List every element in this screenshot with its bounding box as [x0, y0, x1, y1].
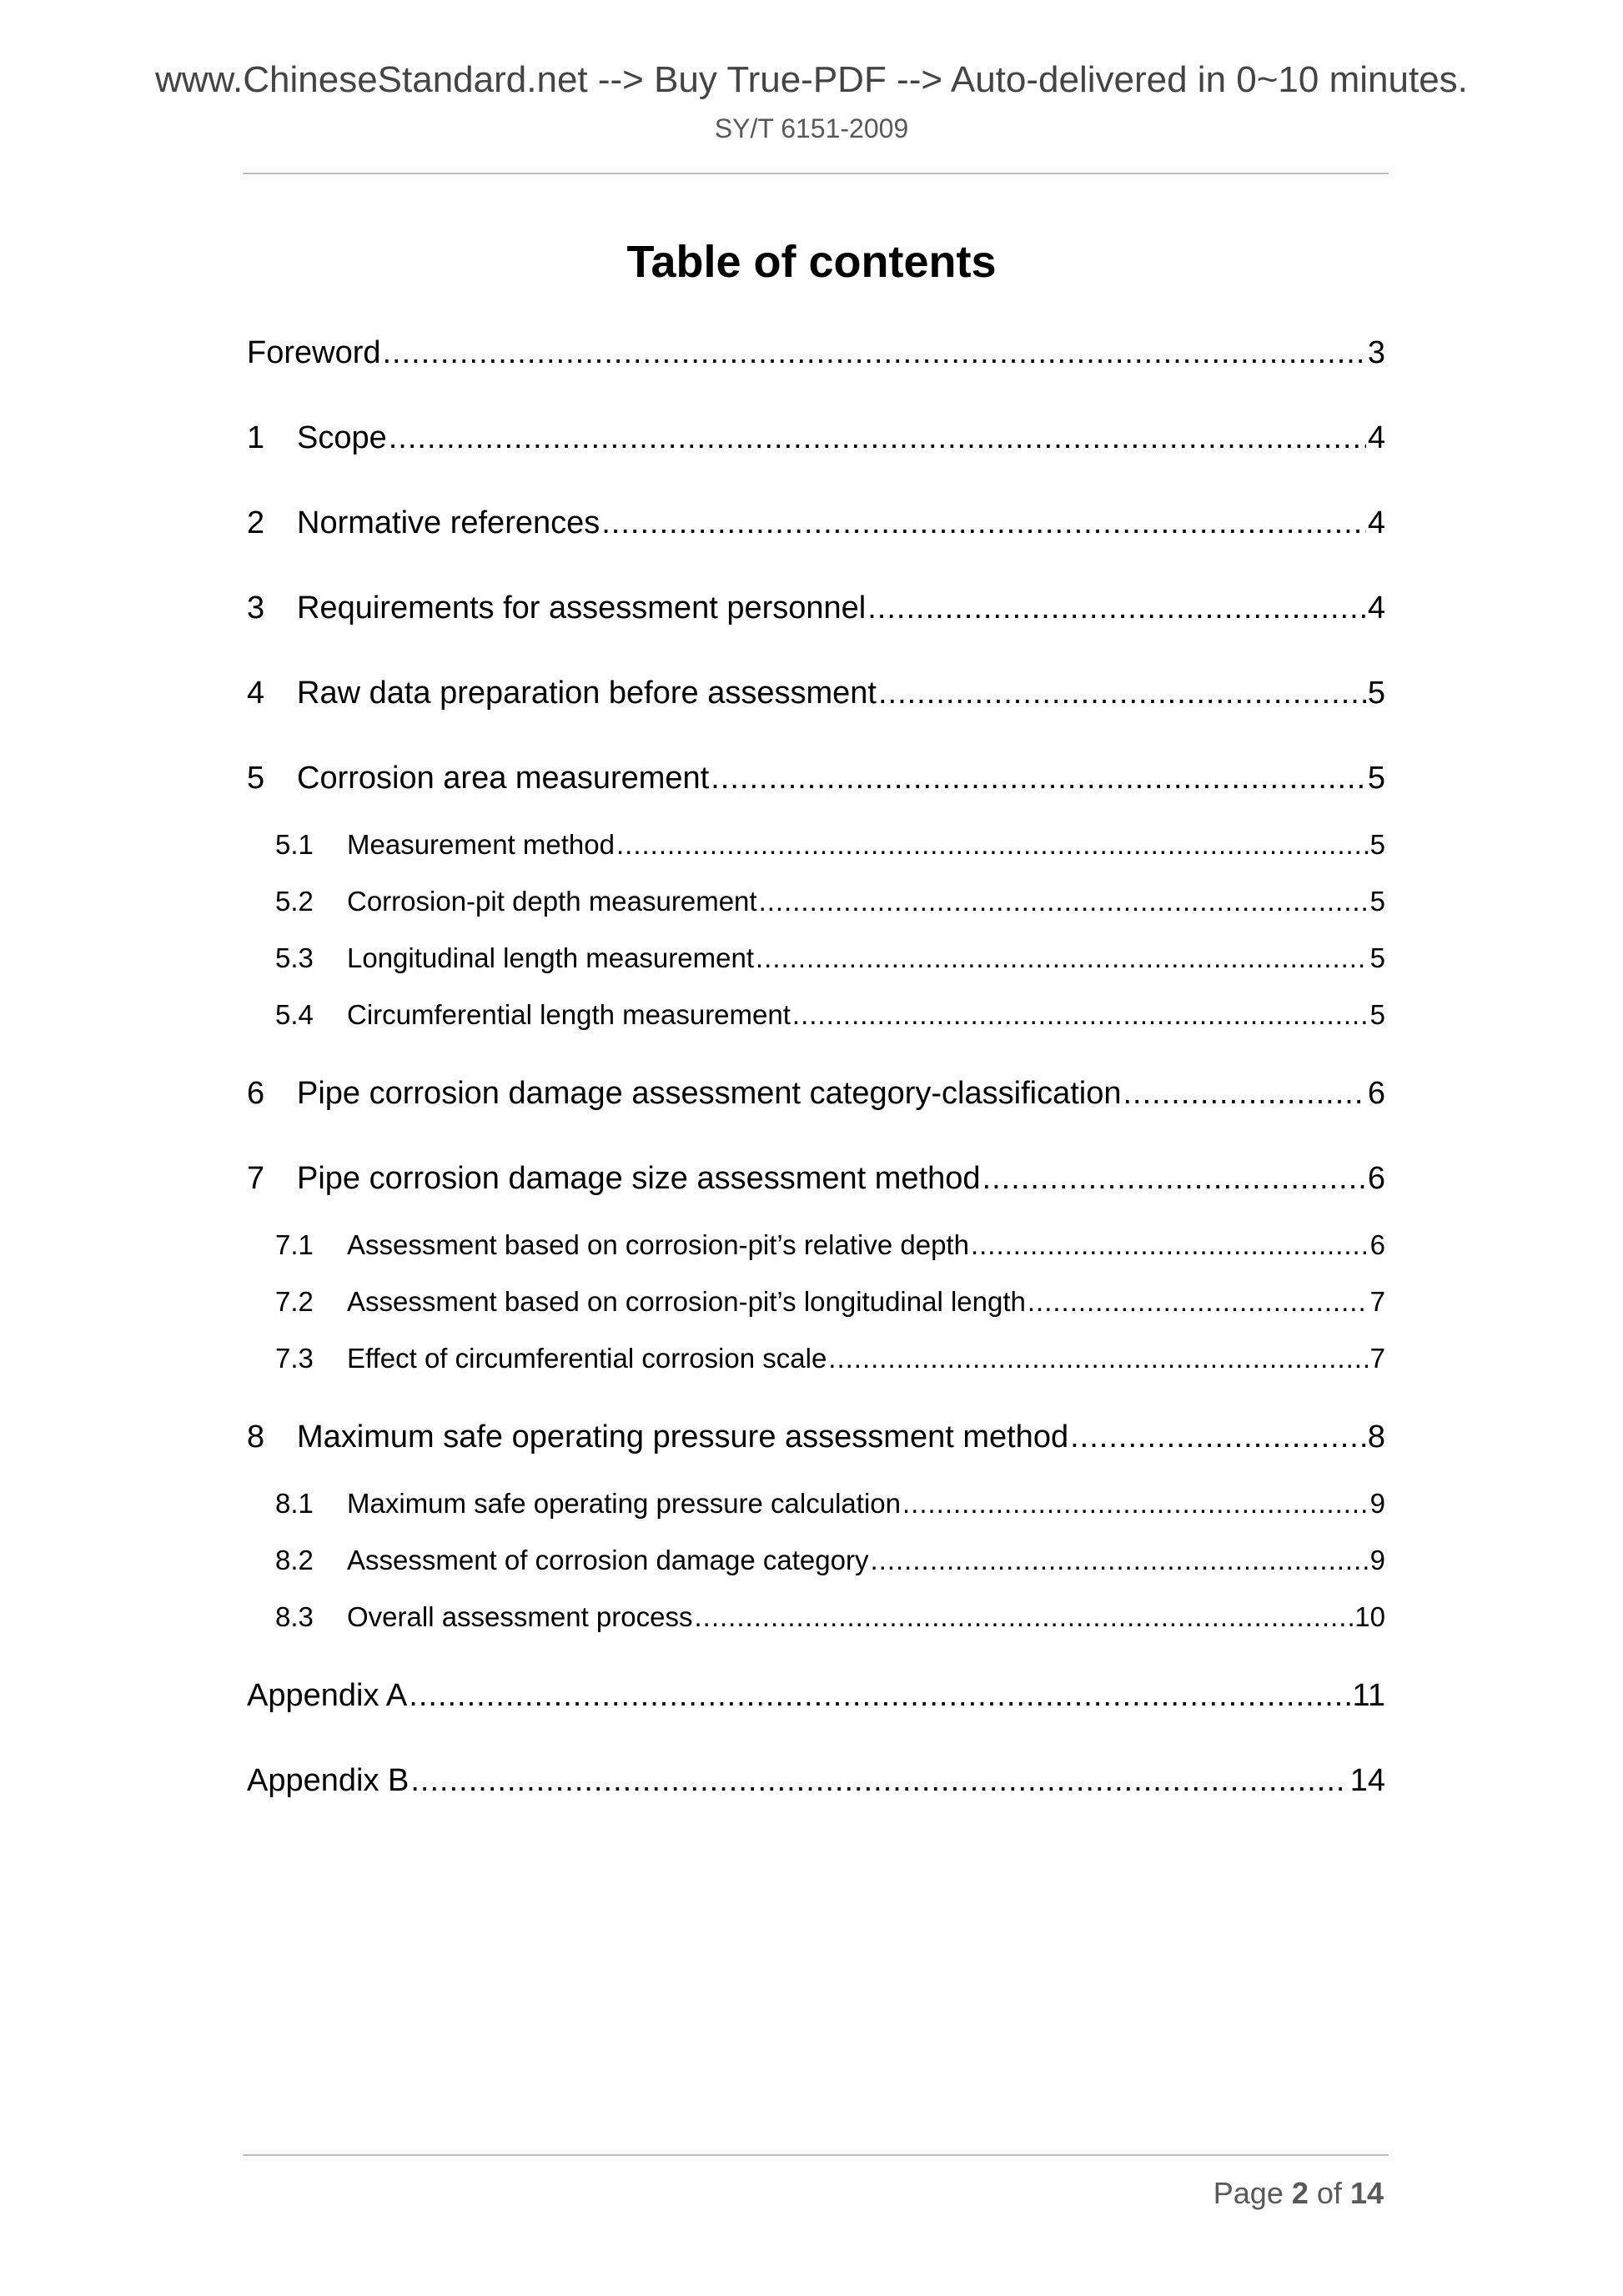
toc-leader — [389, 398, 1366, 478]
toc-entry-appendix-a[interactable] — [247, 1655, 1385, 1741]
toc-leader — [1028, 1274, 1369, 1330]
page-number — [1213, 2175, 1384, 2211]
toc-entry-number: 5 — [247, 761, 265, 796]
toc-entry-7[interactable] — [247, 1138, 1385, 1223]
toc-entry-page: 4 — [1367, 590, 1385, 625]
toc-leader — [982, 1138, 1366, 1218]
toc-entry-text: Circumferential length measurement — [347, 999, 791, 1030]
toc-entry-1[interactable] — [247, 398, 1385, 483]
toc-leader — [792, 987, 1369, 1043]
toc-entry-5-3[interactable] — [247, 930, 1385, 987]
toc-entry-page: 6 — [1367, 1076, 1385, 1111]
toc-entry-number: 7 — [247, 1161, 265, 1196]
header-banner: www.ChineseStandard.net --> Buy True-PDF --> Auto-delivered in 0~10 minutes. — [155, 59, 1468, 100]
toc-entry-text: Foreword — [247, 335, 381, 370]
toc-entry-text: Normative references — [297, 505, 600, 540]
toc-entry-number: 7.3 — [275, 1343, 314, 1374]
toc-entry-number: 6 — [247, 1076, 265, 1111]
toc-entry-number: 3 — [247, 590, 265, 625]
toc-entry-7-1[interactable] — [247, 1217, 1385, 1274]
toc-entry-text: Scope — [297, 420, 387, 455]
toc-leader — [1070, 1397, 1366, 1477]
toc-entry-page: 4 — [1367, 505, 1385, 540]
toc-leader — [1123, 1053, 1365, 1133]
toc-entry-text: Maximum safe operating pressure calculation — [347, 1488, 901, 1519]
toc-entry-page: 10 — [1354, 1601, 1385, 1632]
toc-entry-text: Corrosion-pit depth measurement — [347, 886, 757, 917]
toc-leader — [410, 1741, 1348, 1821]
toc-leader — [971, 1217, 1369, 1274]
toc-entry-number: 5.1 — [275, 829, 314, 860]
toc-entry-5-2[interactable] — [247, 873, 1385, 930]
toc-entry-page: 9 — [1369, 1488, 1385, 1519]
toc-entry-number: 5.2 — [275, 886, 314, 917]
toc-leader — [616, 816, 1369, 873]
toc-entry-text: Assessment based on corrosion-pit’s longitudinal length — [347, 1286, 1026, 1317]
toc-entry-page: 7 — [1369, 1343, 1385, 1374]
toc-entry-page: 5 — [1367, 676, 1385, 711]
toc-entry-8-3[interactable] — [247, 1589, 1385, 1655]
toc-entry-7-3[interactable] — [247, 1330, 1385, 1397]
toc-entry-text: Assessment of corrosion damage category — [347, 1545, 869, 1575]
toc-entry-text: Assessment based on corrosion-pit’s relative depth — [347, 1229, 969, 1260]
toc-leader — [867, 568, 1366, 648]
toc-entry-foreword[interactable] — [247, 313, 1385, 398]
toc-entry-page: 3 — [1367, 335, 1385, 370]
toc-entry-text: Raw data preparation before assessment — [297, 676, 877, 711]
toc-entry-number: 1 — [247, 420, 265, 455]
toc-leader — [828, 1330, 1368, 1387]
toc-entry-page: 11 — [1352, 1678, 1385, 1713]
toc-entry-text: Appendix A — [247, 1678, 408, 1713]
toc-leader — [759, 873, 1369, 930]
page-total: 14 — [1349, 2176, 1384, 2210]
toc-entry-8[interactable] — [247, 1397, 1385, 1482]
toc-entry-page: 5 — [1369, 999, 1385, 1030]
toc-entry-text: Pipe corrosion damage size assessment method — [297, 1161, 981, 1196]
toc-entry-number: 8.3 — [275, 1601, 314, 1632]
toc-leader — [383, 313, 1366, 393]
toc-entry-page: 6 — [1367, 1161, 1385, 1196]
toc-entry-page: 14 — [1349, 1763, 1385, 1798]
toc-entry-page: 5 — [1369, 942, 1385, 973]
toc-entry-page: 9 — [1369, 1545, 1385, 1575]
toc-entry-text: Pipe corrosion damage assessment category-classification — [297, 1076, 1122, 1111]
toc-leader — [870, 1532, 1368, 1589]
toc-entry-text: Corrosion area measurement — [297, 761, 710, 796]
toc-entry-number: 7.2 — [275, 1286, 314, 1317]
toc-entry-number: 8.1 — [275, 1488, 314, 1519]
toc-entry-text: Effect of circumferential corrosion scale — [347, 1343, 827, 1374]
toc-entry-5-4[interactable] — [247, 987, 1385, 1053]
table-of-contents — [247, 313, 1385, 1826]
toc-entry-page: 5 — [1367, 761, 1385, 796]
toc-leader — [878, 653, 1366, 733]
toc-entry-8-2[interactable] — [247, 1532, 1385, 1589]
toc-entry-number: 8 — [247, 1419, 265, 1454]
toc-leader — [902, 1475, 1369, 1532]
toc-entry-number: 4 — [247, 676, 265, 711]
page-prefix: Page — [1213, 2176, 1284, 2210]
header-divider — [243, 173, 1389, 174]
toc-entry-text: Maximum safe operating pressure assessment method — [297, 1419, 1069, 1454]
toc-entry-number: 5.3 — [275, 942, 314, 973]
toc-entry-page: 5 — [1369, 886, 1385, 917]
page-separator: of — [1316, 2176, 1342, 2210]
toc-entry-number: 8.2 — [275, 1545, 314, 1575]
toc-entry-page: 4 — [1367, 420, 1385, 455]
toc-entry-3[interactable] — [247, 568, 1385, 653]
toc-entry-number: 7.1 — [275, 1229, 314, 1260]
toc-leader — [694, 1589, 1353, 1645]
footer-divider — [243, 2154, 1389, 2156]
toc-entry-5-1[interactable] — [247, 816, 1385, 873]
toc-entry-6[interactable] — [247, 1053, 1385, 1138]
page-current: 2 — [1291, 2176, 1309, 2210]
toc-entry-8-1[interactable] — [247, 1475, 1385, 1532]
toc-leader — [601, 483, 1366, 563]
toc-entry-text: Appendix B — [247, 1763, 410, 1798]
toc-entry-4[interactable] — [247, 653, 1385, 738]
toc-leader — [756, 930, 1369, 987]
toc-entry-number: 5.4 — [275, 999, 314, 1030]
toc-entry-number: 2 — [247, 505, 265, 540]
toc-entry-5[interactable] — [247, 738, 1385, 823]
toc-entry-7-2[interactable] — [247, 1274, 1385, 1330]
toc-entry-page: 5 — [1369, 829, 1385, 860]
toc-leader — [409, 1655, 1350, 1736]
toc-entry-text: Measurement method — [347, 829, 615, 860]
toc-entry-text: Longitudinal length measurement — [347, 942, 754, 973]
toc-entry-page: 8 — [1367, 1419, 1385, 1454]
toc-entry-page: 6 — [1369, 1229, 1385, 1260]
toc-entry-page: 7 — [1369, 1286, 1385, 1317]
toc-entry-2[interactable] — [247, 483, 1385, 568]
page-header — [0, 58, 1623, 144]
toc-entry-text: Requirements for assessment personnel — [297, 590, 867, 625]
toc-entry-appendix-b[interactable] — [247, 1741, 1385, 1826]
toc-entry-text: Overall assessment process — [347, 1601, 693, 1632]
toc-title: Table of contents — [626, 237, 997, 287]
toc-leader — [711, 738, 1366, 818]
standard-code: SY/T 6151-2009 — [714, 113, 909, 143]
